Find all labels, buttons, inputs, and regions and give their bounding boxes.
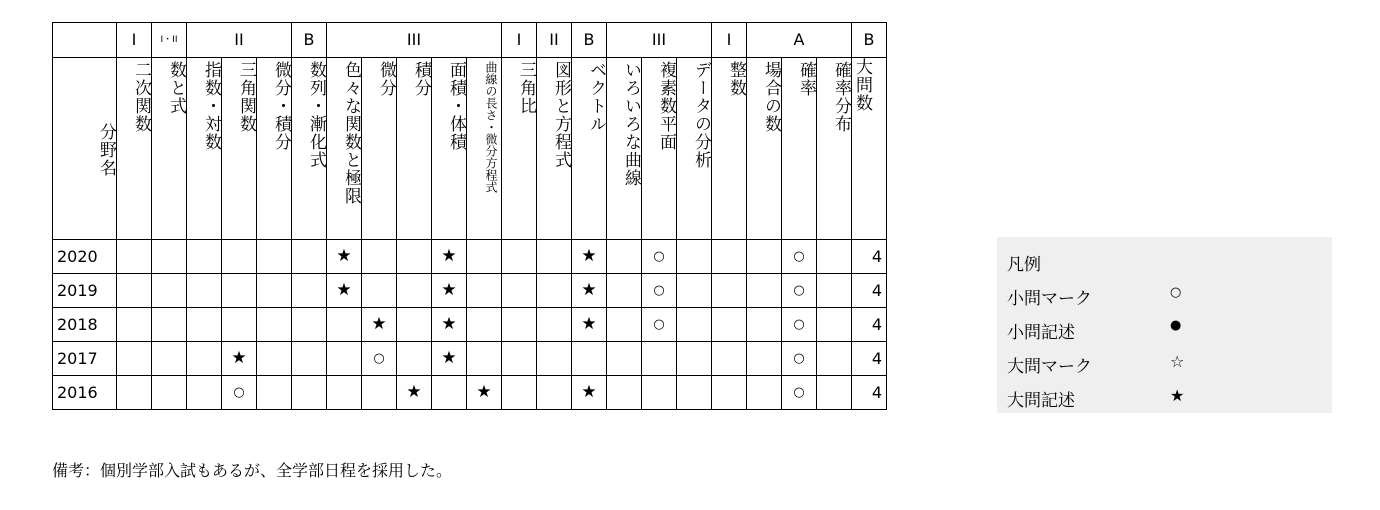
mark-cell <box>152 274 187 308</box>
mark-cell: ★ <box>572 240 607 274</box>
count-cell: 4 <box>852 376 887 410</box>
mark-cell <box>747 376 782 410</box>
mark-cell <box>257 240 292 274</box>
column-header: 指数・対数 <box>187 58 222 240</box>
mark-cell: ○ <box>782 240 817 274</box>
mark-cell <box>502 240 537 274</box>
column-header: 積分 <box>397 58 432 240</box>
mark-cell <box>817 376 852 410</box>
legend-symbol: ○ <box>1170 285 1182 300</box>
mark-cell <box>642 376 677 410</box>
mark-cell <box>222 308 257 342</box>
mark-cell <box>292 240 327 274</box>
year-cell: 2018 <box>53 308 117 342</box>
level-cell <box>887 23 888 58</box>
column-header: 確率 <box>782 58 817 240</box>
mark-cell <box>712 308 747 342</box>
mark-cell: ○ <box>642 274 677 308</box>
level-cell: I・II <box>152 23 187 58</box>
mark-cell <box>607 240 642 274</box>
table-row <box>53 376 888 410</box>
level-cell: III <box>327 23 502 58</box>
year-cell: 2016 <box>53 376 117 410</box>
mark-cell <box>467 274 502 308</box>
level-cell: I <box>712 23 747 58</box>
mark-cell <box>712 376 747 410</box>
mark-cell <box>292 376 327 410</box>
mark-cell <box>397 308 432 342</box>
mark-cell <box>537 308 572 342</box>
mark-cell <box>432 376 467 410</box>
mark-cell <box>397 342 432 376</box>
mark-cell <box>677 342 712 376</box>
mark-cell <box>607 308 642 342</box>
mark-cell: ★ <box>572 376 607 410</box>
legend-symbol: ☆ <box>1170 352 1185 371</box>
mark-cell <box>187 308 222 342</box>
mark-cell: ★ <box>432 240 467 274</box>
count-cell: 4 <box>852 274 887 308</box>
mark-cell <box>677 274 712 308</box>
year-cell: 2020 <box>53 240 117 274</box>
year-cell: 2017 <box>53 342 117 376</box>
mark-cell <box>117 308 152 342</box>
legend-symbol: ● <box>1170 318 1182 333</box>
level-cell: III <box>607 23 712 58</box>
column-header: 微分・積分 <box>257 58 292 240</box>
header-row <box>53 58 888 240</box>
column-header: 大問数 <box>852 58 887 240</box>
column-header: 図形と方程式 <box>537 58 572 240</box>
mark-cell <box>152 240 187 274</box>
mark-cell <box>187 342 222 376</box>
count-cell: 4 <box>852 240 887 274</box>
column-header: 三角比 <box>502 58 537 240</box>
mark-cell <box>712 274 747 308</box>
mark-cell: ★ <box>432 274 467 308</box>
column-header: 場合の数 <box>747 58 782 240</box>
mark-cell <box>152 342 187 376</box>
mark-cell <box>362 376 397 410</box>
legend-box <box>997 237 1332 413</box>
mark-cell <box>502 308 537 342</box>
year-cell: 2019 <box>53 274 117 308</box>
legend-label: 大問記述 <box>1007 391 1075 411</box>
mark-cell <box>152 376 187 410</box>
level-cell: B <box>572 23 607 58</box>
column-header: 微分 <box>362 58 397 240</box>
column-header: 三角関数 <box>222 58 257 240</box>
level-cell: I <box>117 23 152 58</box>
mark-cell <box>677 376 712 410</box>
mark-cell <box>222 274 257 308</box>
level-cell: B <box>852 23 887 58</box>
mark-cell <box>817 274 852 308</box>
mark-cell <box>747 274 782 308</box>
column-header: 色々な関数と極限 <box>327 58 362 240</box>
mark-cell <box>747 308 782 342</box>
mark-cell <box>327 342 362 376</box>
mark-cell <box>327 308 362 342</box>
mark-cell <box>677 240 712 274</box>
legend-label: 大問マーク <box>1007 357 1092 377</box>
mark-cell <box>257 308 292 342</box>
column-header: 整数 <box>712 58 747 240</box>
remark-note: 備考：個別学部入試もあるが、全学部日程を採用した。 <box>52 461 453 480</box>
mark-cell: ★ <box>572 308 607 342</box>
table-row <box>53 274 888 308</box>
mark-cell <box>712 240 747 274</box>
mark-cell <box>607 376 642 410</box>
mark-cell <box>292 274 327 308</box>
mark-cell <box>327 376 362 410</box>
mark-cell <box>187 240 222 274</box>
mark-cell <box>607 342 642 376</box>
column-header: ベクトル <box>572 58 607 240</box>
mark-cell <box>117 342 152 376</box>
mark-cell <box>817 342 852 376</box>
mark-cell <box>187 274 222 308</box>
count-cell: 4 <box>852 308 887 342</box>
mark-cell <box>222 240 257 274</box>
mark-cell: ○ <box>642 308 677 342</box>
legend-title: 凡例 <box>1007 255 1041 275</box>
mark-cell: ○ <box>782 308 817 342</box>
column-header: 分野名 <box>53 58 117 240</box>
column-header: 曲線の長さ・微分方程式 <box>467 58 502 240</box>
mark-cell <box>467 240 502 274</box>
mark-cell <box>572 342 607 376</box>
mark-cell: ★ <box>467 376 502 410</box>
mark-cell <box>502 376 537 410</box>
legend-label: 小問記述 <box>1007 323 1075 343</box>
level-cell <box>53 23 117 58</box>
mark-cell: ★ <box>327 240 362 274</box>
mark-cell <box>292 342 327 376</box>
mark-cell <box>467 342 502 376</box>
column-header: いろいろな曲線 <box>607 58 642 240</box>
mark-cell <box>152 308 187 342</box>
mark-cell: ○ <box>362 342 397 376</box>
mark-cell: ★ <box>327 274 362 308</box>
mark-cell: ★ <box>222 342 257 376</box>
column-header: 複素数平面 <box>642 58 677 240</box>
mark-cell <box>362 240 397 274</box>
mark-cell: ★ <box>397 376 432 410</box>
mark-cell <box>712 342 747 376</box>
mark-cell <box>257 342 292 376</box>
mark-cell: ★ <box>362 308 397 342</box>
column-header: 数と式 <box>152 58 187 240</box>
mark-cell: ★ <box>432 342 467 376</box>
level-cell: II <box>537 23 572 58</box>
mark-cell <box>257 376 292 410</box>
mark-cell <box>537 342 572 376</box>
mark-cell <box>397 240 432 274</box>
mark-cell <box>642 342 677 376</box>
legend-label: 小問マーク <box>1007 289 1092 309</box>
mark-cell <box>747 240 782 274</box>
mark-cell: ○ <box>782 274 817 308</box>
column-header: 二次関数 <box>117 58 152 240</box>
mark-cell <box>117 376 152 410</box>
level-row <box>53 23 888 58</box>
mark-cell <box>747 342 782 376</box>
mark-cell <box>607 274 642 308</box>
column-header: データの分析 <box>677 58 712 240</box>
mark-cell <box>817 308 852 342</box>
mark-cell <box>502 342 537 376</box>
mark-cell <box>467 308 502 342</box>
mark-cell <box>117 240 152 274</box>
mark-cell <box>502 274 537 308</box>
mark-cell <box>362 274 397 308</box>
table-row <box>53 342 888 376</box>
legend-symbol: ★ <box>1170 386 1185 405</box>
mark-cell <box>677 308 712 342</box>
level-cell: I <box>502 23 537 58</box>
mark-cell <box>187 376 222 410</box>
mark-cell: ○ <box>782 342 817 376</box>
table-row <box>53 240 888 274</box>
column-header: 確率分布 <box>817 58 852 240</box>
mark-cell <box>817 240 852 274</box>
mark-cell: ○ <box>222 376 257 410</box>
mark-cell <box>117 274 152 308</box>
mark-cell: ○ <box>782 376 817 410</box>
mark-cell <box>292 308 327 342</box>
mark-cell: ★ <box>432 308 467 342</box>
mark-cell <box>537 376 572 410</box>
count-cell: 4 <box>852 342 887 376</box>
mark-cell <box>537 240 572 274</box>
level-cell: B <box>292 23 327 58</box>
mark-cell <box>537 274 572 308</box>
mark-cell: ★ <box>572 274 607 308</box>
table-row <box>53 308 888 342</box>
exam-topic-table <box>52 22 887 410</box>
column-header: 面積・体積 <box>432 58 467 240</box>
mark-cell <box>397 274 432 308</box>
mark-cell <box>257 274 292 308</box>
level-cell: II <box>187 23 292 58</box>
column-header: 数列・漸化式 <box>292 58 327 240</box>
level-cell: A <box>747 23 852 58</box>
mark-cell: ○ <box>642 240 677 274</box>
